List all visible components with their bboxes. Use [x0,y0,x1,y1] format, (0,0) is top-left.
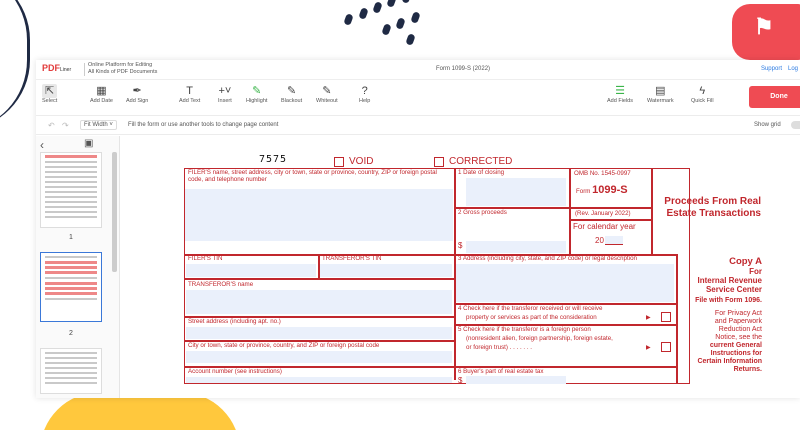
cursor-icon: ⇱ [42,84,57,98]
chevron-down-icon: ˅ [109,122,113,128]
show-grid-label: Show grid [754,122,781,128]
app-window [36,60,800,398]
check5-label-line3: or foreign trust) . . . . . . . [466,344,533,351]
brand-divider [84,63,85,76]
tool-label: Add Text [179,98,201,104]
brand-tagline-line2: All Kinds of PDF Documents [88,68,158,75]
watermark-tool[interactable] [647,84,674,104]
plus-icon: +˅ [218,85,232,97]
check4-checkbox[interactable] [661,312,671,322]
check4-label-line2: property or services as part of the consideration [466,314,597,321]
check4-label-line1: 4 Check here if the transferor received or will receive [458,305,603,312]
tool-label: Insert [218,98,232,104]
form-title-line1: Proceeds From Real [664,196,761,207]
privacy-line3: Reduction Act [718,326,762,333]
arrow-right-icon: ▶ [646,344,651,351]
chevron-left-icon[interactable]: ‹ [40,138,44,152]
street-address-field[interactable] [186,327,452,339]
form-title [654,196,761,220]
corrected-label: CORRECTED [449,156,513,167]
street-address-label: Street address (including apt. no.) [188,318,281,325]
decorative-curve [0,0,30,130]
page-thumbnail-3[interactable] [40,348,102,394]
divider [569,207,651,209]
form-number-code: 7575 [259,154,288,165]
irs-line2: Service Center [705,285,762,294]
filer-name-label: FILER'S name, street address, city or town, state or province, country, ZIP or foreign postal code, and telephone number [188,169,437,184]
help-icon: ? [361,85,368,97]
top-links [755,66,798,72]
pen-icon: ✒ [132,85,142,97]
highlighter-icon: ✎ [252,85,262,97]
tool-label: Select [42,98,58,104]
file-with-1096: File with Form 1096. [695,297,762,304]
quickfill-icon: ϟ [699,85,706,97]
tool-label: Add Sign [126,98,149,104]
year-field[interactable] [605,236,623,245]
show-grid-toggle[interactable] [791,121,800,129]
select-tool[interactable] [42,84,57,104]
arrow-right-icon: ▶ [646,314,651,321]
date-closing-label: 1 Date of closing [458,169,505,176]
add-fields-tool[interactable] [607,84,633,104]
add-text-tool[interactable] [179,84,200,104]
add-date-tool[interactable] [90,84,113,104]
divider [569,168,571,254]
tool-label: Help [359,98,371,104]
date-closing-field[interactable] [466,178,566,206]
copy-a-title: Copy A [729,256,762,267]
insert-tool[interactable] [218,84,232,104]
page-number-2: 2 [69,330,73,337]
void-checkbox[interactable] [334,157,344,167]
dollar-sign: $ [458,241,463,250]
document-title: Form 1099-S (2022) [436,66,491,72]
whiteout-icon: ✎ [322,85,332,97]
done-button[interactable]: Done [749,86,800,108]
highlight-tool[interactable] [246,84,267,104]
add-sign-tool[interactable] [126,84,148,104]
check5-label-line2: (nonresident alien, foreign partnership, foreign estate, [466,335,613,342]
brand-small: Liner [60,67,72,73]
transferor-tin-label: TRANSFEROR'S TIN [322,255,382,262]
dollar-sign-6: $ [458,376,463,385]
support-link[interactable]: Support [760,66,782,72]
quick-fill-tool[interactable] [691,84,714,104]
general-line2: Instructions for [710,350,762,357]
toolbar [36,80,800,116]
city-field[interactable] [186,351,452,363]
fit-width-select[interactable] [80,120,117,130]
calendar-year-label: For calendar year [573,222,636,231]
filer-tin-field[interactable] [186,264,316,277]
login-link[interactable]: Log [787,66,798,72]
form-title-line2: Estate Transactions [666,208,761,219]
sidebar-scrollbar[interactable] [112,152,117,272]
fields-icon: ☰ [615,85,625,97]
gross-proceeds-field[interactable] [466,241,566,253]
top-bar [36,60,800,80]
form-prefix: Form [576,188,591,195]
divider [651,168,653,254]
form-1099-s [184,156,764,396]
redo-icon[interactable]: ↷ [62,121,69,130]
gross-proceeds-label: 2 Gross proceeds [458,209,507,216]
brand-tagline-line1: Online Platform for Editing [88,62,153,68]
omb-number: OMB No. 1545-0997 [574,170,631,177]
blackout-tool[interactable] [281,84,302,104]
undo-icon[interactable]: ↶ [48,121,55,130]
copy-a-panel [678,256,762,374]
irs-line1: Internal Revenue [697,276,762,285]
property-address-field[interactable] [456,264,674,302]
privacy-line4: Notice, see the [715,334,762,341]
document-canvas [120,136,800,398]
account-number-field[interactable] [186,377,452,383]
filer-name-field[interactable] [185,189,453,241]
form-label [576,184,628,196]
brand-tagline [88,62,157,75]
tool-label: Add Date [90,98,113,104]
tool-label: Watermark [647,98,674,104]
blackout-icon: ✎ [286,85,297,97]
revision-label: (Rev. January 2022) [575,210,631,217]
pdf-logo-icon: ⚑ [754,14,774,39]
page-number-1: 1 [69,234,73,241]
page-thumbnail-2[interactable] [40,252,102,322]
corrected-checkbox[interactable] [434,157,444,167]
text-icon: T [186,85,194,97]
watermark-icon: ▤ [655,85,666,97]
property-address-label: 3 Address (including city, state, and ZIP code) or legal description [458,255,637,262]
whiteout-tool[interactable] [316,84,338,104]
check5-label-line1: 5 Check here if the transferor is a foreign person [458,326,591,333]
tool-label: Add Fields [607,98,633,104]
page-thumbnails-sidebar [36,136,120,398]
fit-width-label: Fit Width [84,122,108,128]
divider [184,278,454,280]
sub-toolbar [36,117,800,135]
form-number-title: 1099-S [592,184,628,196]
transferor-tin-field[interactable] [320,264,452,277]
decorative-red-badge [732,4,800,60]
tool-label: Blackout [281,98,303,104]
divider [569,219,651,221]
page-thumbnail-1[interactable] [40,152,102,228]
check5-checkbox[interactable] [661,342,671,352]
copy-for: For [749,267,762,276]
account-number-label: Account number (see instructions) [188,368,282,375]
void-label: VOID [349,156,374,167]
privacy-line2: and Paperwork [714,318,762,325]
city-label: City or town, state or province, country, and ZIP or foreign postal code [188,342,380,349]
thumbnails-icon[interactable]: ▣ [84,138,94,149]
general-line4: Returns. [733,366,762,373]
transferor-name-label: TRANSFEROR'S name [188,281,254,288]
privacy-line1: For Privacy Act [714,310,762,317]
buyer-tax-field[interactable] [466,376,566,384]
general-line3: Certain Information [697,358,762,365]
tool-label: Whiteout [316,98,338,104]
tool-label: Highlight [246,98,268,104]
help-tool[interactable] [359,84,370,104]
hint-text: Fill the form or use another tools to change page content [128,122,279,128]
brand-name: PDF [42,63,60,73]
buyer-tax-label: 6 Buyer's part of real estate tax [458,368,544,375]
general-line1: current General [709,342,762,349]
year-prefix: 20 [595,236,604,245]
calendar-icon: ▦ [96,85,107,97]
tool-label: Quick Fill [691,98,714,104]
brand-logo[interactable] [42,63,71,73]
transferor-name-field[interactable] [186,290,452,314]
filer-tin-label: FILER'S TIN [188,255,223,262]
